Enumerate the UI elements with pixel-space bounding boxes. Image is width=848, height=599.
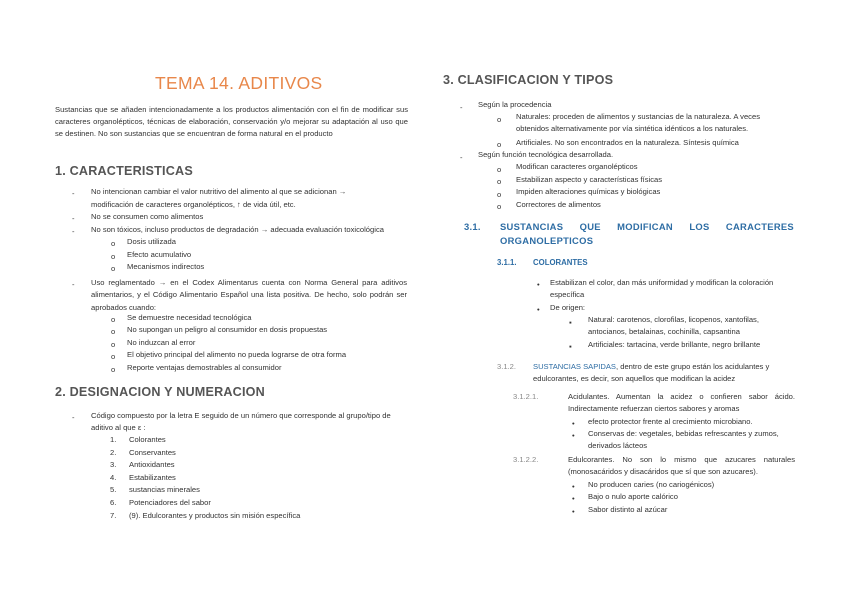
list-number: 2. [110, 447, 117, 457]
numbered-list-item [110, 459, 175, 471]
sub-list-item: El objetivo principal del alimento no pueda lograrse de otra forma [127, 350, 347, 359]
numbered-list-item [110, 434, 166, 446]
list-item: efecto protector frente al crecimiento microbiano. [588, 417, 753, 426]
circle-bullet: o [111, 352, 116, 361]
sub-list-item: Dosis utilizada [127, 237, 176, 246]
dash-bullet: - [72, 413, 75, 422]
sub-list-item: Naturales: proceden de alimentos y sustancias de la naturaleza. A veces obtenidos alternativamente por vía sintética idénticos a los naturales. [516, 112, 760, 134]
section-1-heading: 1. CARACTERISTICAS [55, 164, 193, 178]
dash-bullet: - [460, 103, 463, 112]
list-item: Estabilizan el color, dan más uniformidad y modifican la coloración específica [550, 278, 774, 300]
dash-bullet: - [72, 214, 75, 223]
list-number: 5. [110, 485, 117, 495]
section-3-1-2-number: 3.1.2. [497, 362, 516, 371]
square-bullet: ▪ [569, 342, 572, 351]
section-3-1-1-number: 3.1.1. [497, 258, 517, 267]
list-text: Colorantes [129, 435, 166, 444]
dash-bullet: - [72, 189, 75, 198]
sub-list-item: No supongan un peligro al consumidor en dosis propuestas [127, 325, 328, 334]
circle-bullet: o [497, 115, 502, 124]
circle-bullet: o [497, 177, 502, 186]
list-item: De origen: [550, 303, 586, 312]
list-item: No se consumen como alimentos [91, 212, 204, 221]
dot-bullet: • [572, 494, 575, 503]
sub-list-item: No induzcan al error [127, 338, 196, 347]
numbered-list-item [110, 447, 176, 459]
sub-list-item: Reporte ventajas demostrables al consumidor [127, 363, 282, 372]
list-item-cont: modificación de caracteres organolépticos, ↑ de vida útil, etc. [91, 200, 296, 209]
dot-bullet: • [572, 482, 575, 491]
numbered-list-item [110, 510, 300, 522]
circle-bullet: o [497, 190, 502, 199]
sub-list-item: Artificiales. No son encontrados en la naturaleza. Síntesis química [516, 138, 739, 147]
edulcorantes-paragraph: Edulcorantes. No son lo mismo que azucares naturales (monosacáridos y disacáridos que sí que son azucares). [568, 455, 795, 477]
circle-bullet: o [497, 165, 502, 174]
section-2-heading: 2. DESIGNACION Y NUMERACION [55, 385, 265, 399]
numbered-list-item [110, 497, 211, 509]
acidulantes-paragraph: Acidulantes. Aumentan la acidez o confieren sabor ácido. Indirectamente refuerzan ciertos sabores y aromas [568, 392, 795, 414]
dash-bullet: - [72, 227, 75, 236]
sub-list-item: Se demuestre necesidad tecnológica [127, 313, 252, 322]
list-item: Conservas de: vegetales, bebidas refrescantes y zumos, derivados lácteos [588, 429, 779, 451]
dot-bullet: • [572, 507, 575, 516]
section-3-heading: 3. CLASIFICACION Y TIPOS [443, 73, 614, 87]
list-item: Bajo o nulo aporte calórico [588, 492, 678, 501]
list-number: 1. [110, 435, 117, 444]
sub-list-item: Estabilizan aspecto y características físicas [516, 175, 663, 184]
list-text: (9). Edulcorantes y productos sin misión específica [129, 510, 301, 520]
circle-bullet: o [111, 327, 116, 336]
list-item: No producen caries (no cariogénicos) [588, 480, 715, 489]
list-text: Estabilizantes [129, 472, 176, 482]
circle-bullet: o [111, 365, 116, 374]
list-text: Conservantes [129, 447, 176, 457]
section-3-1-number: 3.1. [464, 221, 481, 232]
list-number: 3. [110, 460, 117, 470]
numbered-list-item [110, 472, 176, 484]
dot-bullet: • [572, 431, 575, 440]
list-number: 4. [110, 472, 117, 482]
dot-bullet: • [537, 280, 540, 289]
square-bullet: ▪ [569, 318, 572, 327]
circle-bullet: o [111, 252, 116, 261]
sub-list-item: Modifican caracteres organolépticos [516, 162, 638, 171]
list-text: Antioxidantes [129, 460, 175, 470]
sub-list-item: Natural: carotenos, clorofilas, licopenos, xantofilas, antocianos, betalainas, cochinilla, capsantina [588, 315, 759, 337]
circle-bullet: o [111, 239, 116, 248]
list-text: sustancias minerales [129, 485, 200, 495]
list-item: Sabor distinto al azúcar [588, 505, 668, 514]
section-3-1-2-1-number: 3.1.2.1. [513, 392, 539, 401]
circle-bullet: o [497, 202, 502, 211]
circle-bullet: o [111, 340, 116, 349]
sub-list-item: Correctores de alimentos [516, 200, 601, 209]
dash-bullet: - [72, 280, 75, 289]
list-number: 6. [110, 498, 117, 507]
list-number: 7. [110, 510, 117, 520]
section-3-1-2-paragraph: SUSTANCIAS SAPIDAS, dentro de este grupo están los acidulantes y edulcorantes, es decir, son aquellos que modifican la acidez [533, 362, 770, 384]
list-item: Según la procedencia [478, 100, 552, 109]
list-item: Código compuesto por la letra E seguido de un número que corresponde al grupo/tipo de aditivo al que ε : [91, 411, 391, 433]
dash-bullet: - [460, 153, 463, 162]
list-item: No intencionan cambiar el valor nutritivo del alimento al que se adicionan → [91, 187, 347, 196]
section-3-1-2-2-number: 3.1.2.2. [513, 455, 539, 464]
list-item: Según función tecnológica desarrollada. [478, 150, 614, 159]
sub-list-item: Impiden alteraciones químicas y biológicas [516, 187, 661, 196]
numbered-list-item [110, 484, 200, 496]
circle-bullet: o [111, 264, 116, 273]
sub-list-item: Mecanismos indirectos [127, 262, 205, 271]
dot-bullet: • [572, 419, 575, 428]
circle-bullet: o [111, 315, 116, 324]
list-item: No son tóxicos, incluso productos de degradación → adecuada evaluación toxicológica [91, 225, 384, 234]
list-text: Potenciadores del sabor [129, 498, 211, 507]
section-3-1-2-heading: SUSTANCIAS SAPIDAS [533, 362, 616, 371]
sub-list-item: Artificiales: tartacina, verde brillante, negro brillante [588, 340, 761, 349]
section-3-1-1-heading: COLORANTES [533, 258, 588, 267]
circle-bullet: o [497, 140, 502, 149]
section-3-1-heading-line2: ORGANOLEPTICOS [500, 235, 594, 246]
page-title: TEMA 14. ADITIVOS [155, 73, 323, 93]
dot-bullet: • [537, 305, 540, 314]
section-3-1-heading-line1: SUSTANCIAS QUE MODIFICAN LOS CARACTERES [500, 221, 794, 232]
list-item: Uso reglamentado → en el Codex Alimentarus cuenta con Norma General para aditivos alimentarios, y el Código Alimentario Español una lista positiva. De hecho, solo podrán ser aprobados cuando: [91, 278, 407, 312]
intro-paragraph: Sustancias que se añaden intencionadamente a los productos alimentación con el fin de modificar sus caracteres organolépticos, técnicas de elaboración, conservación y/o mejorar su adaptación al uso que se destinen. No son sustancias que se encuentran de forma natural en el producto [55, 105, 408, 139]
sub-list-item: Efecto acumulativo [127, 250, 192, 259]
